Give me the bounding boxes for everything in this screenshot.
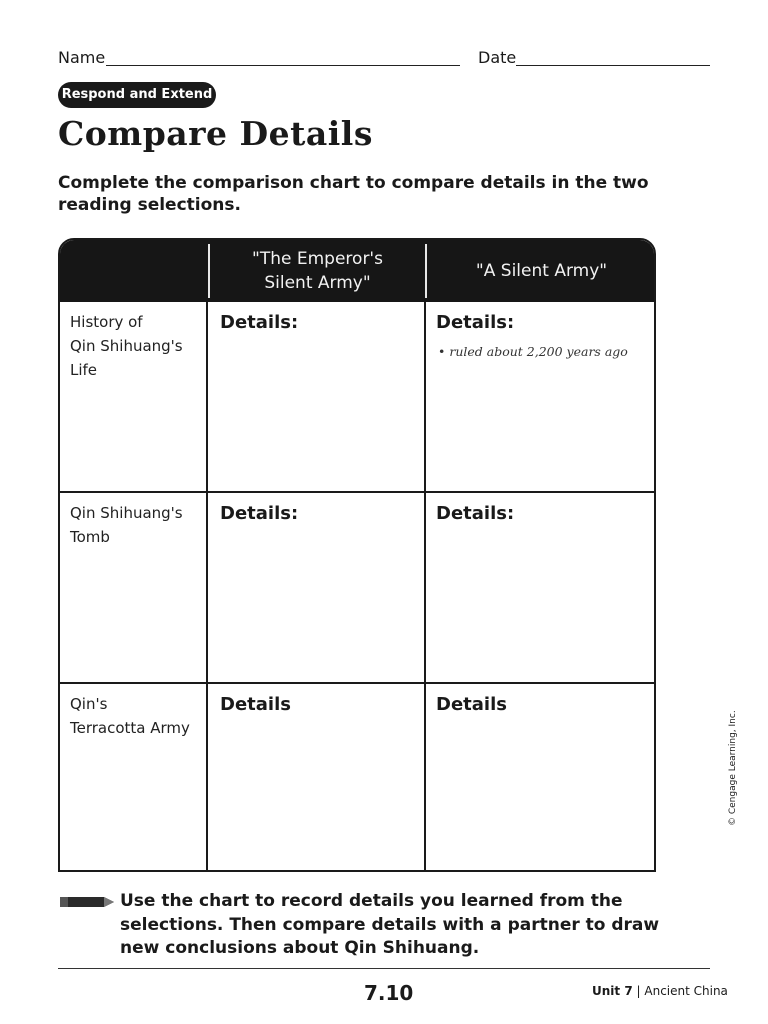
unit-separator: |: [636, 984, 641, 998]
instructions: Complete the comparison chart to compare details in the two reading selections.: [58, 173, 649, 215]
details-heading: Details: [220, 694, 291, 715]
name-date-header: [58, 48, 710, 72]
respond-extend-badge: Respond and Extend: [58, 82, 216, 108]
row-label-line: Qin Shihuang's: [70, 337, 183, 355]
details-heading: Details:: [436, 312, 515, 333]
comparison-chart: [58, 238, 656, 872]
footer-divider: [58, 968, 710, 969]
details-heading: Details:: [436, 503, 515, 524]
unit-label: [592, 984, 728, 998]
details-note: [438, 344, 628, 359]
date-field-line[interactable]: [516, 65, 710, 66]
details-heading: Details:: [220, 312, 299, 333]
bottom-instructions: Use the chart to record details you learned from the selections. Then compare details with a partner to draw new conclusions about Qin Shihuang.: [120, 891, 660, 958]
row-label-terracotta-army: [70, 692, 190, 740]
row-label-line: Qin Shihuang's: [70, 504, 183, 522]
grid-line: [60, 491, 654, 493]
row-label-line: Qin's: [70, 695, 108, 713]
name-field-line[interactable]: [106, 65, 460, 66]
date-label: Date: [478, 48, 517, 67]
pencil-icon: [58, 894, 116, 910]
unit-topic: Ancient China: [644, 984, 728, 998]
row-label-line: History of: [70, 313, 143, 331]
bullet-icon: •: [438, 344, 446, 359]
column-header-line: Silent Army": [264, 273, 371, 293]
column-header-line: "A Silent Army": [475, 261, 608, 281]
column-header-line: "The Emperor's: [252, 249, 383, 269]
details-heading: Details:: [220, 503, 299, 524]
details-note-text: ruled about 2,200 years ago: [449, 344, 628, 359]
grid-line: [60, 682, 654, 684]
row-label-line: Life: [70, 361, 98, 379]
row-label-tomb: [70, 501, 183, 549]
grid-line: [206, 302, 208, 872]
row-label-history: [70, 310, 183, 382]
page-title: Compare Details: [58, 114, 373, 153]
details-heading: Details: [436, 694, 507, 715]
column-header-a-silent-army: [427, 240, 656, 302]
unit-number: Unit 7: [592, 984, 633, 998]
column-header-emperors-silent-army: [210, 240, 425, 302]
row-label-line: Tomb: [70, 528, 110, 546]
name-label: Name: [58, 48, 106, 67]
copyright-notice: © Cengage Learning, Inc.: [728, 710, 738, 826]
page-number: 7.10: [364, 981, 414, 1005]
grid-line: [424, 302, 426, 872]
row-label-line: Terracotta Army: [70, 719, 190, 737]
